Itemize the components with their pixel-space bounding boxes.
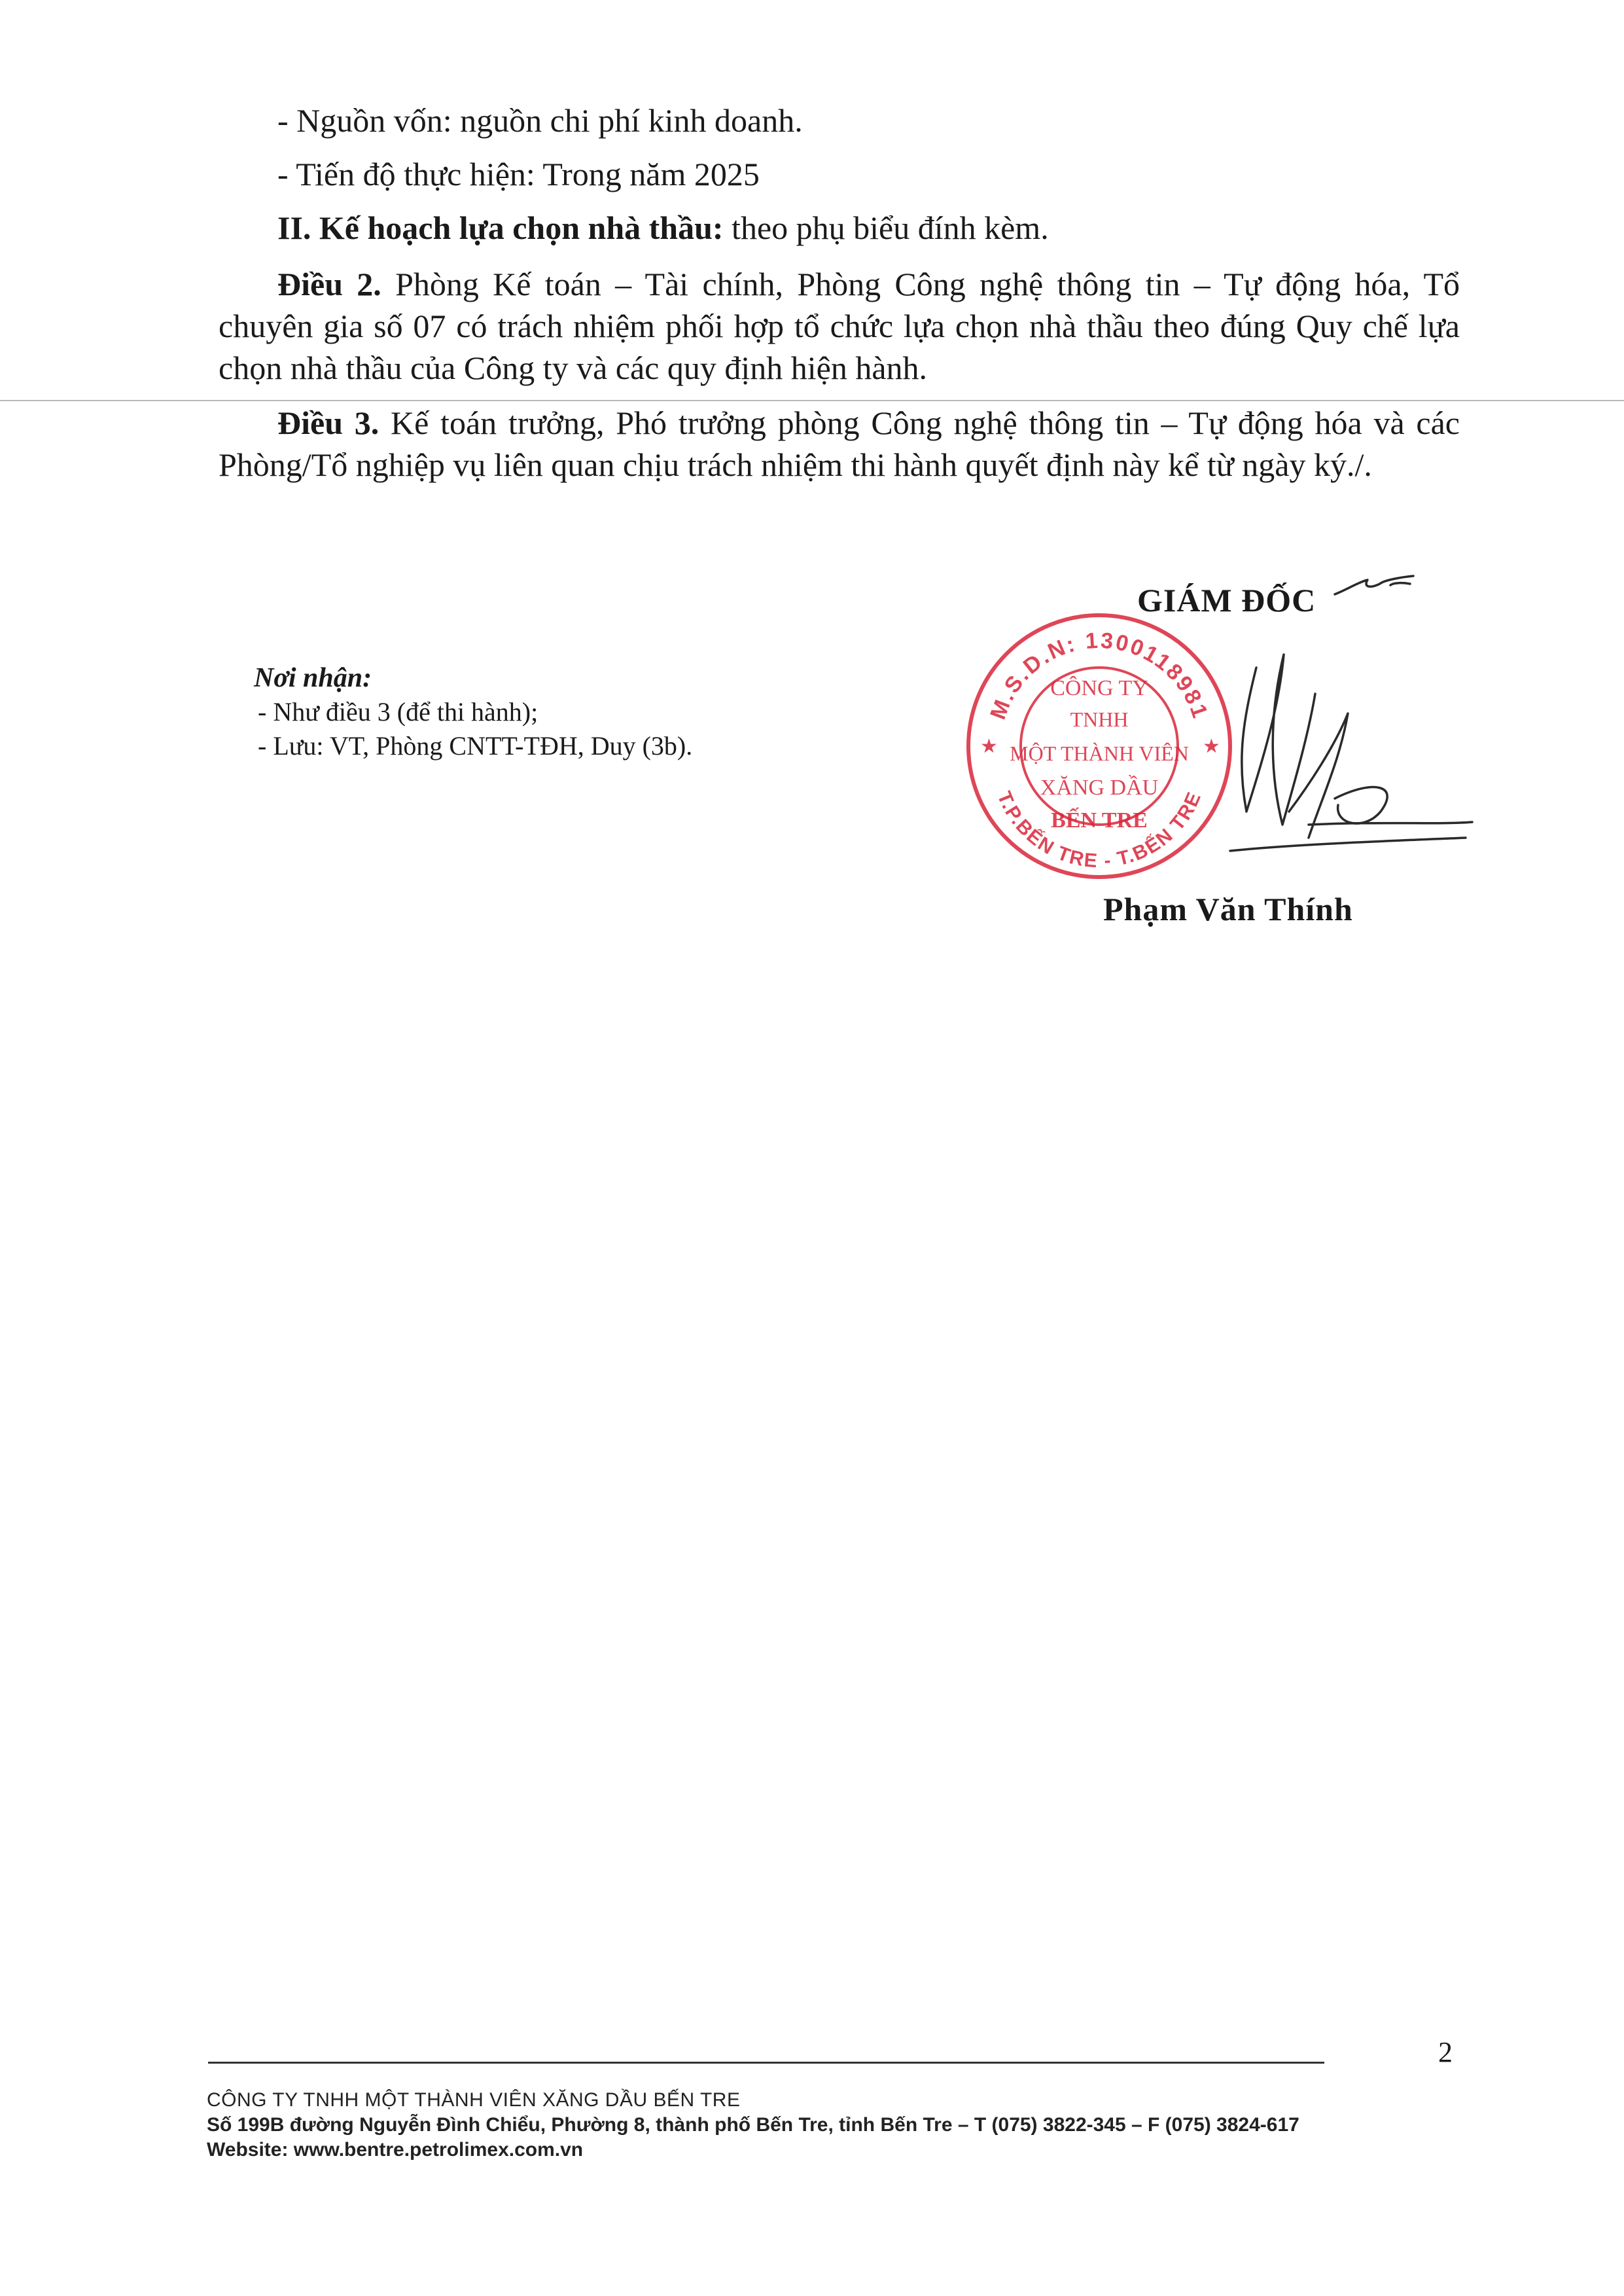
- article3-paragraph: [219, 402, 1460, 486]
- article2-paragraph: [219, 263, 1460, 389]
- page-number: 2: [1438, 2036, 1453, 2068]
- handwritten-signature: [981, 563, 1479, 903]
- article2-heading: Điều 2.: [277, 266, 381, 302]
- article3-text: Kế toán trưởng, Phó trưởng phòng Công nghệ thông tin – Tự động hóa và các Phòng/Tổ nghiệp vụ liên quan chịu trách nhiệm thi hành quyết định này kể từ ngày ký./.: [219, 404, 1460, 483]
- article2-text: Phòng Kế toán – Tài chính, Phòng Công nghệ thông tin – Tự động hóa, Tổ chuyên gia số 07 có trách nhiệm phối hợp tổ chức lựa chọn nhà thầu theo đúng Quy chế lựa chọn nhà thầu của Công ty và các quy định hiện hành.: [219, 266, 1460, 386]
- stamp-ring-text: M.S.D.N: 1300118981: [985, 628, 1213, 723]
- footer-address: Số 199B đường Nguyễn Đình Chiểu, Phường 8, thành phố Bến Tre, tỉnh Bến Tre – T (075) 3822-345 – F (075) 3824-617: [207, 2114, 1299, 2136]
- signer-title: GIÁM ĐỐC: [1137, 582, 1316, 619]
- footer-website: Website: www.bentre.petrolimex.com.vn: [207, 2139, 584, 2161]
- recipients-block: [254, 661, 692, 763]
- footer-divider: [208, 2062, 1324, 2064]
- recipient-item: - Lưu: VT, Phòng CNTT-TĐH, Duy (3b).: [258, 731, 693, 761]
- stamp-line-1: CÔNG TY: [1050, 676, 1148, 700]
- recipients-heading: Nơi nhận:: [254, 663, 372, 693]
- signer-name: Phạm Văn Thính: [1103, 891, 1353, 927]
- funding-line: - Nguồn vốn: nguồn chi phí kinh doanh.: [277, 102, 803, 139]
- article3-heading: Điều 3.: [277, 404, 380, 441]
- section2-text: theo phụ biểu đính kèm.: [723, 209, 1049, 246]
- stamp-line-2: TNHH: [1070, 708, 1129, 731]
- schedule-line: - Tiến độ thực hiện: Trong năm 2025: [277, 156, 760, 192]
- recipient-item: - Như điều 3 (để thi hành);: [258, 697, 538, 726]
- stamp-bottom-text: T.P.BẾN TRE - T.BẾN TRE: [993, 788, 1206, 872]
- stamp-line-5: BẾN TRE: [1051, 808, 1148, 833]
- stamp-star-right: ★: [1203, 736, 1220, 757]
- stamp-star-left: ★: [980, 736, 998, 757]
- footer-company-name: CÔNG TY TNHH MỘT THÀNH VIÊN XĂNG DẦU BẾN TRE: [207, 2089, 741, 2111]
- section2-heading: II. Kế hoạch lựa chọn nhà thầu:: [277, 209, 724, 246]
- section2-paragraph: [219, 207, 1460, 249]
- stamp-line-3: MỘT THÀNH VIÊN: [1010, 742, 1189, 765]
- scan-artifact-line: [0, 400, 1624, 401]
- stamp-line-4: XĂNG DẦU: [1040, 776, 1159, 800]
- letterhead-footer: [207, 2088, 1299, 2162]
